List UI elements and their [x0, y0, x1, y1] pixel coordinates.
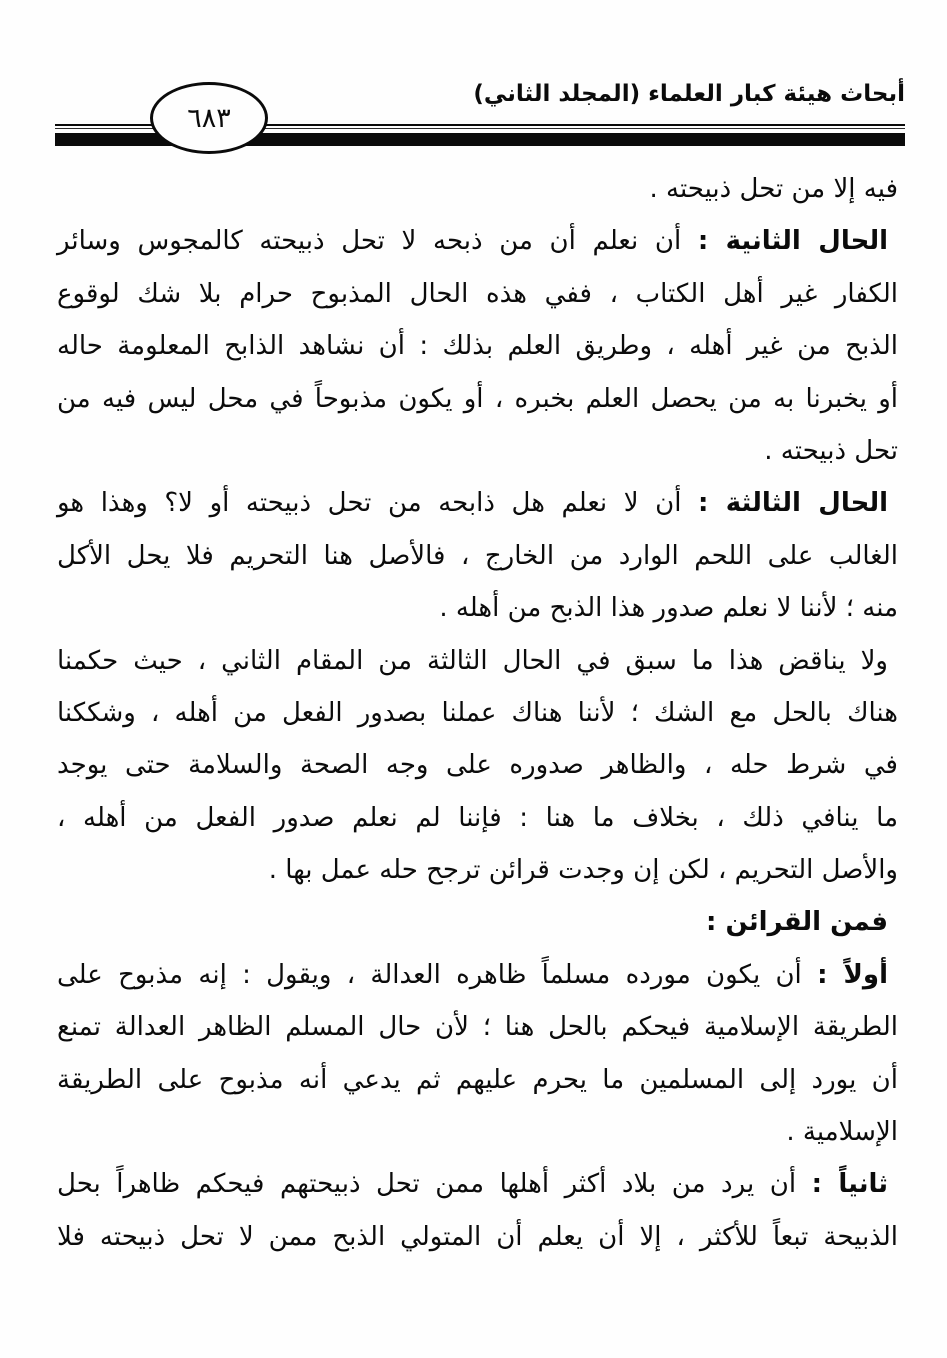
lead-label: الحال الثانية : — [697, 226, 888, 257]
lead-label: فمن القرائن : — [706, 907, 888, 938]
text-segment: أن نعلم أن من ذبحه لا تحل ذبيحته كالمجوس وسائر — [57, 226, 698, 257]
text-line — [57, 530, 898, 582]
text-segment: أو يخبرنا به من يحصل العلم بخبره ، أو يكون مذبوحاً في محل ليس فيه من — [57, 383, 898, 414]
text-line — [57, 687, 898, 739]
text-segment: هناك بالحل مع الشك ؛ لأننا هناك عملنا بصدور الفعل من أهله ، وشككنا — [57, 697, 898, 728]
text-segment: الذبح من غير أهله ، وطريق العلم بذلك : أن نشاهد الذابح المعلومة حاله — [57, 331, 898, 362]
text-line — [57, 949, 898, 1001]
body-text — [57, 163, 898, 1263]
text-segment: ولا يناقض هذا ما سبق في الحال الثالثة من المقام الثاني ، حيث حكمنا — [57, 645, 888, 676]
text-line — [57, 1001, 898, 1053]
text-line — [57, 1211, 898, 1263]
text-segment: أن يورد إلى المسلمين ما يحرم عليهم ثم يدعي أنه مذبوح على الطريقة — [57, 1064, 898, 1095]
text-line — [57, 792, 898, 844]
text-segment: تحل ذبيحته . — [764, 435, 898, 466]
text-segment: أن يكون مورده مسلماً ظاهره العدالة ، ويقول : إنه مذبوح على — [57, 959, 818, 990]
text-line — [57, 215, 898, 267]
lead-label: أولاً : — [817, 959, 888, 990]
text-segment: والأصل التحريم ، لكن إن وجدت قرائن ترجح حله عمل بها . — [268, 855, 898, 886]
text-segment: أن يرد من بلاد أكثر أهلها ممن تحل ذبيحتهم فيحكم ظاهراً بحل — [57, 1169, 812, 1200]
text-line — [57, 844, 898, 896]
text-segment: الإسلامية . — [786, 1117, 898, 1148]
book-title: أبحاث هيئة كبار العلماء (المجلد الثاني) — [473, 81, 905, 107]
page-number-badge — [150, 82, 268, 154]
text-line — [57, 477, 898, 529]
text-line — [57, 582, 898, 634]
text-line — [57, 163, 898, 215]
text-line — [57, 739, 898, 791]
text-line — [57, 635, 898, 687]
text-segment: ما ينافي ذلك ، بخلاف ما هنا : فإننا لم نعلم صدور الفعل من أهله ، — [57, 802, 898, 833]
text-line — [57, 1054, 898, 1106]
text-segment: فيه إلا من تحل ذبيحته . — [649, 174, 898, 204]
text-segment: الذبيحة تبعاً للأكثر ، إلا أن يعلم أن المتولي الذبح ممن لا تحل ذبيحته فلا — [57, 1221, 898, 1252]
text-line — [57, 425, 898, 477]
text-segment: الكفار غير أهل الكتاب ، ففي هذه الحال المذبوح حرام بلا شك لوقوع — [57, 278, 898, 309]
text-segment: أن لا نعلم هل ذابحه من تحل ذبيحته أو لا؟ وهذا هو — [57, 488, 698, 519]
text-line — [57, 1158, 898, 1210]
text-line — [57, 268, 898, 320]
text-segment: الطريقة الإسلامية فيحكم بالحل هنا ؛ لأن حال المسلم الظاهر العدالة تمنع — [57, 1012, 898, 1043]
text-line — [57, 320, 898, 372]
text-line — [57, 373, 898, 425]
text-line — [57, 896, 898, 948]
text-segment: الغالب على اللحم الوارد من الخارج ، فالأصل هنا التحريم فلا يحل الأكل — [57, 540, 898, 571]
text-segment: منه ؛ لأننا لا نعلم صدور هذا الذبح من أهله . — [439, 593, 898, 624]
text-line — [57, 1106, 898, 1158]
page-number: ٦٨٣ — [187, 102, 231, 134]
lead-label: الحال الثالثة : — [697, 488, 888, 519]
lead-label: ثانياً : — [811, 1169, 888, 1200]
text-segment: في شرط حله ، والظاهر صدوره على وجه الصحة والسلامة حتى يوجد — [57, 750, 898, 781]
